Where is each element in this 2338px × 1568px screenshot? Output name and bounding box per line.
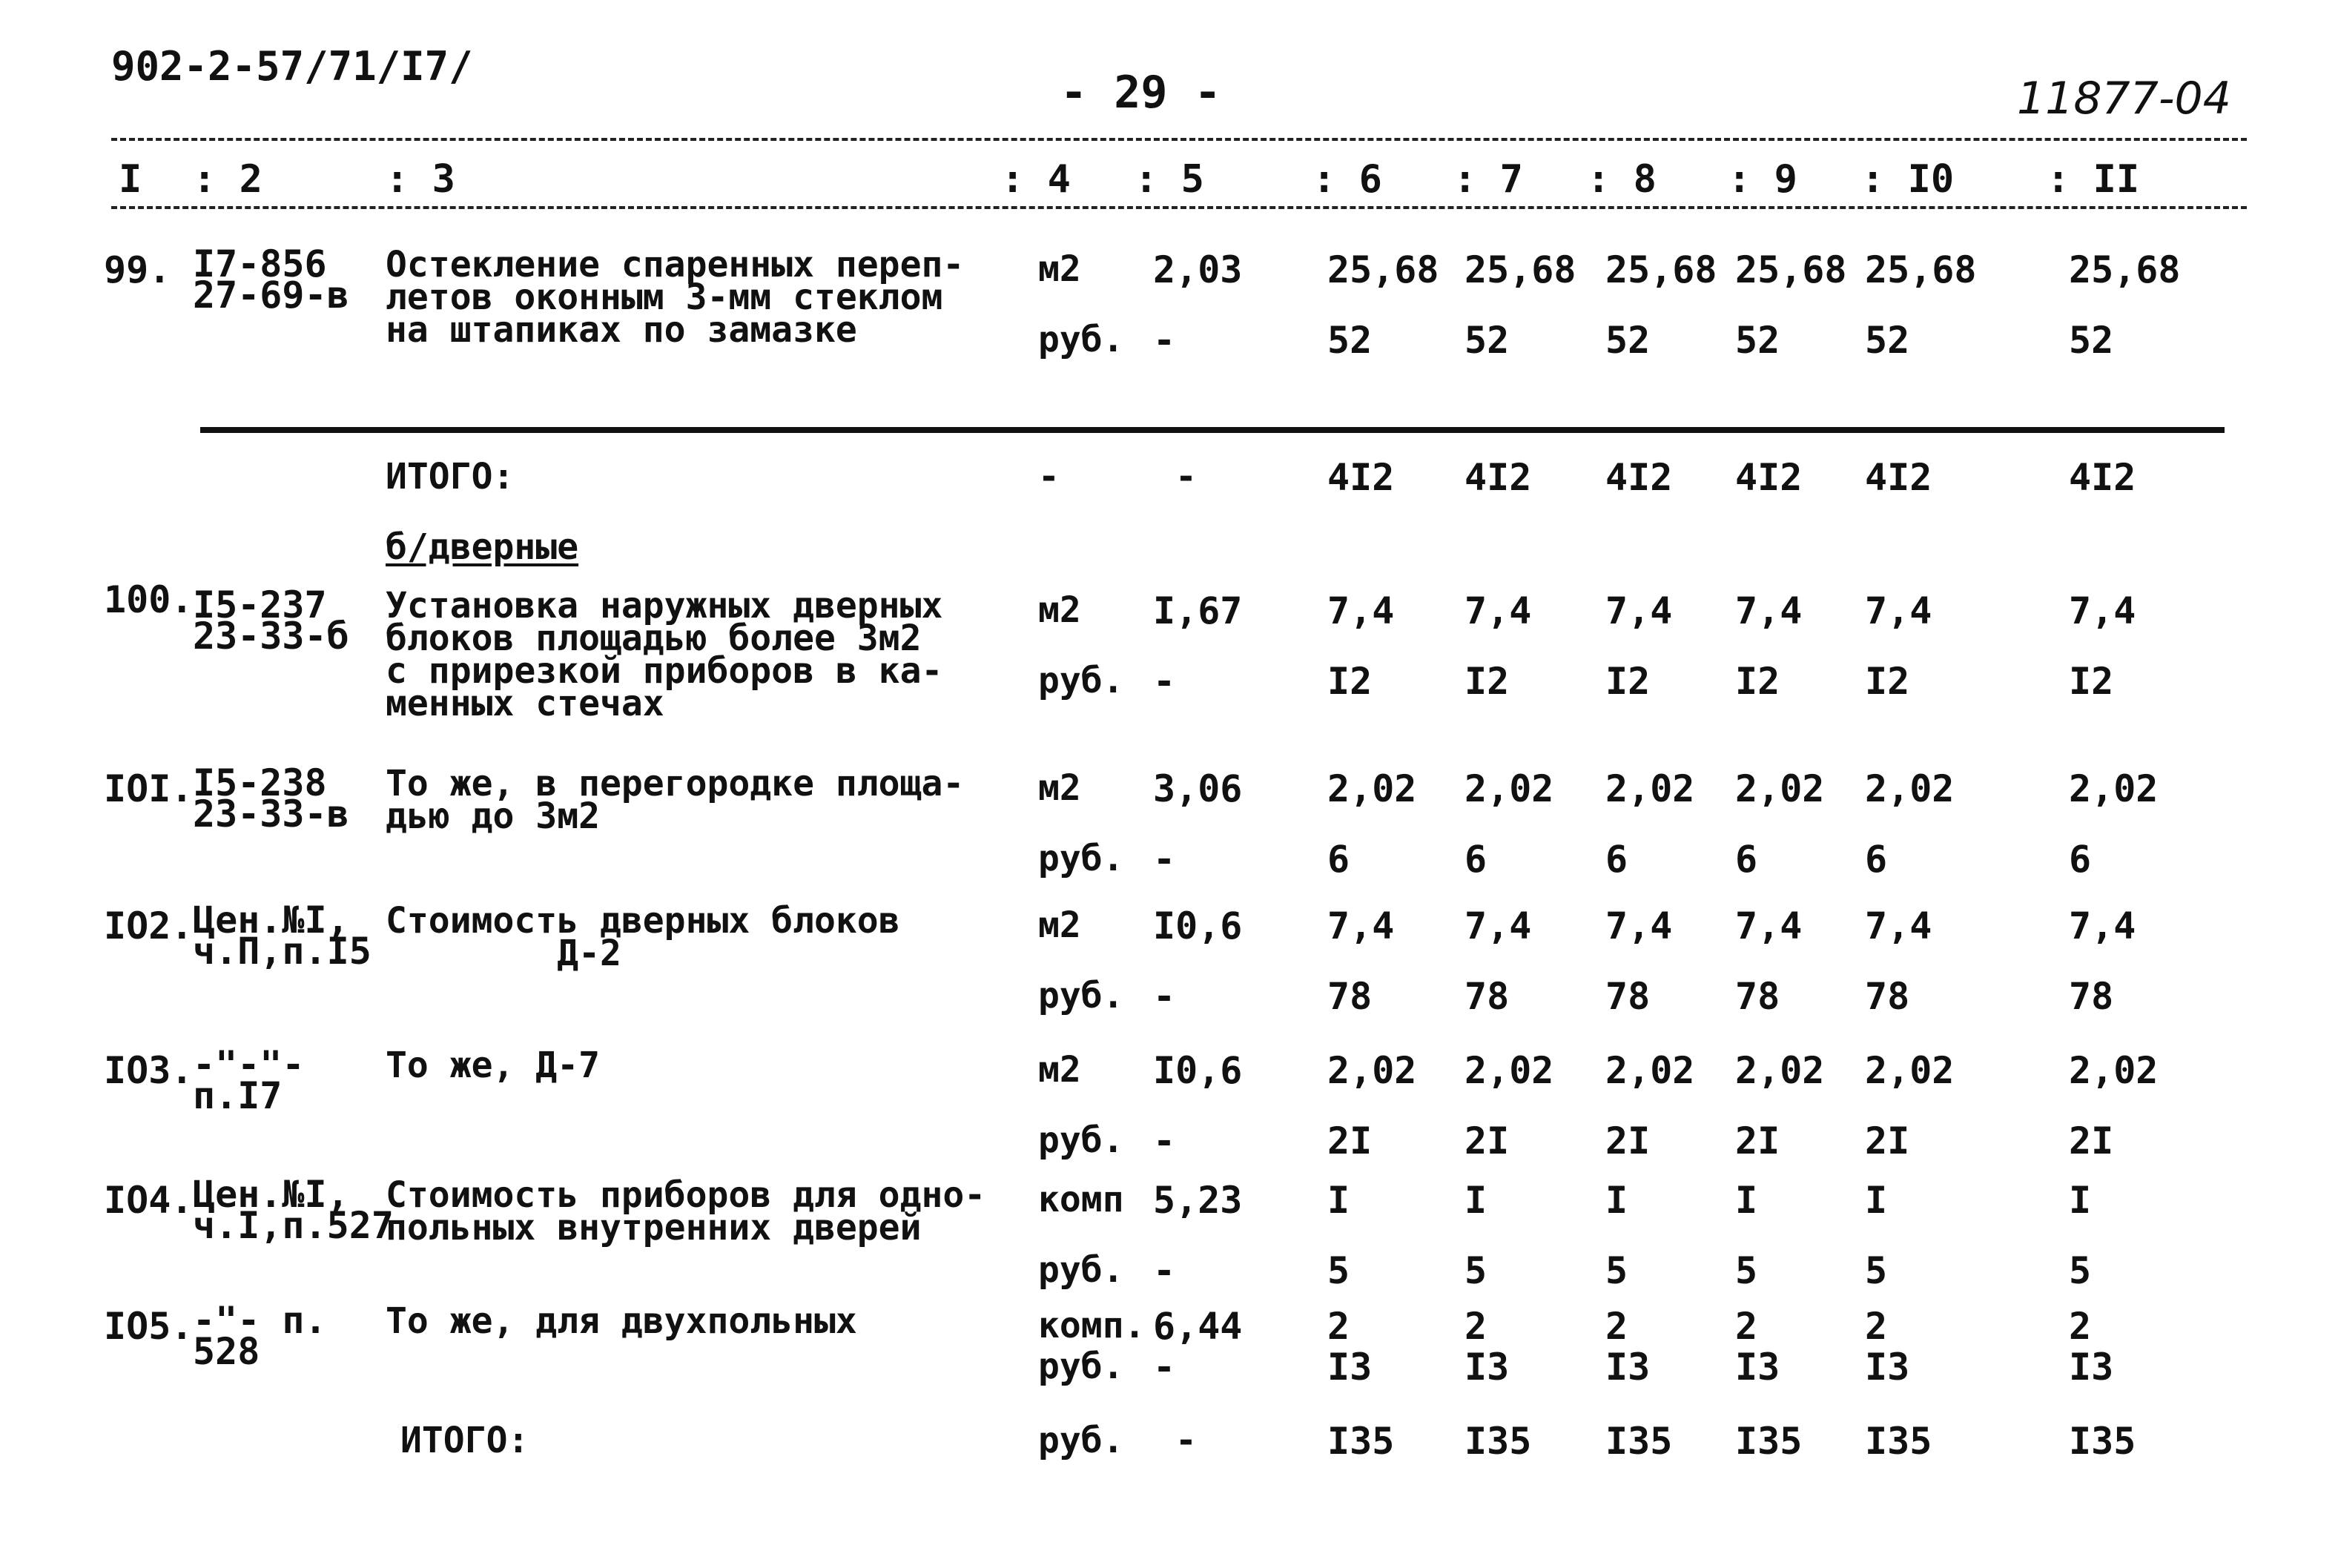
row-code: I5-238 23-33-в bbox=[193, 761, 349, 836]
column-header: : 7 bbox=[1453, 157, 1523, 202]
row-value: 2I bbox=[1735, 1119, 1780, 1162]
row-value: I3 bbox=[1605, 1346, 1651, 1389]
row-value: 2 bbox=[1327, 1305, 1350, 1348]
row-number: 99. bbox=[104, 248, 171, 291]
row-value: 25,68 bbox=[1327, 248, 1439, 291]
row-col5: 6,44 bbox=[1153, 1305, 1243, 1348]
row-value: 2,02 bbox=[1464, 767, 1554, 810]
row-value: 2I bbox=[1464, 1119, 1510, 1162]
document-number: 11877-04 bbox=[2017, 73, 2231, 125]
row-value: I bbox=[1735, 1179, 1758, 1222]
row-unit: руб. bbox=[1038, 660, 1124, 701]
row-value: I2 bbox=[1865, 660, 1910, 703]
row-value: 2I bbox=[1605, 1119, 1651, 1162]
row-col5: 2,03 bbox=[1153, 248, 1243, 291]
row-value: I2 bbox=[1327, 660, 1373, 703]
row-value: 52 bbox=[1464, 319, 1510, 362]
row-value: 6 bbox=[1327, 838, 1350, 881]
row-value: 6 bbox=[1735, 838, 1758, 881]
row-description: То же, в перегородке площа- дью до 3м2 bbox=[386, 763, 965, 837]
row-col5: - bbox=[1153, 1346, 1176, 1389]
row-code: Цен.№I, ч.П,п.I5 bbox=[193, 899, 371, 973]
row-value: I2 bbox=[1605, 660, 1651, 703]
total-label: ИТОГО: bbox=[386, 456, 515, 497]
row-value: 5 bbox=[1605, 1249, 1628, 1292]
row-col5: - bbox=[1153, 838, 1176, 881]
column-header: : 4 bbox=[1001, 157, 1071, 202]
total-value: 4I2 bbox=[1865, 456, 1932, 499]
row-description: Стоимость приборов для одно- польных внутренних дверей bbox=[386, 1174, 986, 1248]
row-value: 7,4 bbox=[1464, 589, 1532, 632]
row-value: 52 bbox=[1327, 319, 1373, 362]
row-number: IOI. bbox=[104, 767, 194, 810]
row-value: 6 bbox=[1605, 838, 1628, 881]
total-unit: - bbox=[1038, 456, 1060, 497]
row-value: 2 bbox=[1735, 1305, 1758, 1348]
row-value: 78 bbox=[1865, 975, 1910, 1018]
section-heading: б/дверные bbox=[386, 526, 579, 568]
row-value: 7,4 bbox=[2069, 589, 2136, 632]
row-unit: руб. bbox=[1038, 838, 1124, 879]
row-value: 25,68 bbox=[1464, 248, 1576, 291]
row-value: 2,02 bbox=[1605, 1049, 1695, 1092]
column-header: : II bbox=[2047, 157, 2140, 202]
row-code: Цен.№I, ч.I,п.527 bbox=[193, 1173, 394, 1247]
row-value: 2 bbox=[1464, 1305, 1487, 1348]
total-value: I35 bbox=[1464, 1420, 1532, 1463]
row-value: 5 bbox=[1865, 1249, 1888, 1292]
row-description: Остекление спаренных переп- летов оконным 3-мм стеклом на штапиках по замазке bbox=[386, 244, 965, 351]
row-col5: I0,6 bbox=[1153, 1049, 1243, 1092]
row-col5: - bbox=[1153, 660, 1176, 703]
row-number: IO5. bbox=[104, 1305, 194, 1348]
row-value: 2,02 bbox=[1865, 1049, 1955, 1092]
row-value: 7,4 bbox=[1865, 589, 1932, 632]
row-value: 6 bbox=[1865, 838, 1888, 881]
row-col5: - bbox=[1153, 319, 1176, 362]
row-value: I2 bbox=[2069, 660, 2114, 703]
row-value: 78 bbox=[1327, 975, 1373, 1018]
row-col5: - bbox=[1153, 1249, 1176, 1292]
column-header: : 3 bbox=[386, 157, 455, 202]
row-value: 2 bbox=[1865, 1305, 1888, 1348]
row-value: I2 bbox=[1735, 660, 1780, 703]
row-value: I bbox=[1464, 1179, 1487, 1222]
row-number: 100. bbox=[104, 578, 194, 621]
row-value: 2,02 bbox=[1327, 767, 1417, 810]
row-value: 78 bbox=[1735, 975, 1780, 1018]
row-description: То же, для двухпольных bbox=[386, 1300, 857, 1342]
header-top-rule bbox=[111, 138, 2247, 141]
total-label: ИТОГО: bbox=[400, 1420, 529, 1461]
row-value: I bbox=[1605, 1179, 1628, 1222]
row-unit: м2 bbox=[1038, 589, 1081, 631]
row-value: I3 bbox=[2069, 1346, 2114, 1389]
row-value: 5 bbox=[1735, 1249, 1758, 1292]
row-value: 2I bbox=[2069, 1119, 2114, 1162]
row-number: IO4. bbox=[104, 1179, 194, 1222]
row-unit: руб. bbox=[1038, 1249, 1124, 1291]
row-value: I2 bbox=[1464, 660, 1510, 703]
row-code: I5-237 23-33-б bbox=[193, 583, 349, 658]
row-value: I3 bbox=[1865, 1346, 1910, 1389]
row-value: 7,4 bbox=[2069, 904, 2136, 947]
row-value: 2I bbox=[1865, 1119, 1910, 1162]
row-value: 2,02 bbox=[1605, 767, 1695, 810]
row-value: 7,4 bbox=[1735, 904, 1803, 947]
row-unit: комп. bbox=[1038, 1305, 1146, 1346]
row-value: 2,02 bbox=[1327, 1049, 1417, 1092]
document-code: 902-2-57/71/I7/ bbox=[111, 43, 473, 90]
row-value: 7,4 bbox=[1327, 589, 1395, 632]
row-value: I bbox=[2069, 1179, 2092, 1222]
row-value: 7,4 bbox=[1735, 589, 1803, 632]
row-value: I bbox=[1327, 1179, 1350, 1222]
row-value: 52 bbox=[1865, 319, 1910, 362]
row-unit: м2 bbox=[1038, 767, 1081, 809]
row-unit: м2 bbox=[1038, 248, 1081, 290]
header-bottom-rule bbox=[111, 206, 2247, 209]
row-value: 2 bbox=[1605, 1305, 1628, 1348]
column-header: : I0 bbox=[1861, 157, 1955, 202]
total-value: I35 bbox=[1327, 1420, 1395, 1463]
total-value: I35 bbox=[1735, 1420, 1803, 1463]
total-unit: руб. bbox=[1038, 1420, 1124, 1461]
row-value: 78 bbox=[2069, 975, 2114, 1018]
row-value: 2I bbox=[1327, 1119, 1373, 1162]
row-col5: 5,23 bbox=[1153, 1179, 1243, 1222]
row-description: Стоимость дверных блоков Д-2 bbox=[386, 900, 900, 974]
row-value: 2,02 bbox=[2069, 767, 2159, 810]
row-code: -"- п. 528 bbox=[193, 1299, 327, 1373]
column-header: I bbox=[119, 157, 142, 202]
row-col5: I,67 bbox=[1153, 589, 1243, 632]
total-value: 4I2 bbox=[1735, 456, 1803, 499]
row-value: 25,68 bbox=[2069, 248, 2181, 291]
total-value: 4I2 bbox=[1327, 456, 1395, 499]
row-value: I3 bbox=[1464, 1346, 1510, 1389]
row-unit: м2 bbox=[1038, 904, 1081, 946]
total-value: 4I2 bbox=[1605, 456, 1673, 499]
row-description: Установка наружных дверных блоков площадью более 3м2 с прирезкой приборов в ка- менных стечах bbox=[386, 585, 943, 724]
row-value: I bbox=[1865, 1179, 1888, 1222]
row-unit: руб. bbox=[1038, 1119, 1124, 1161]
column-header: : 2 bbox=[193, 157, 262, 202]
row-value: 5 bbox=[2069, 1249, 2092, 1292]
row-value: 2,02 bbox=[1464, 1049, 1554, 1092]
total-value: I35 bbox=[1865, 1420, 1932, 1463]
row-value: I3 bbox=[1327, 1346, 1373, 1389]
row-value: 5 bbox=[1464, 1249, 1487, 1292]
row-value: 5 bbox=[1327, 1249, 1350, 1292]
row-value: 7,4 bbox=[1327, 904, 1395, 947]
row-unit: руб. bbox=[1038, 975, 1124, 1016]
row-value: I3 bbox=[1735, 1346, 1780, 1389]
column-header: : 9 bbox=[1728, 157, 1797, 202]
total-value: I35 bbox=[1605, 1420, 1673, 1463]
row-number: IO3. bbox=[104, 1049, 194, 1092]
row-value: 6 bbox=[2069, 838, 2092, 881]
row-value: 7,4 bbox=[1865, 904, 1932, 947]
total-col5: - bbox=[1175, 1420, 1197, 1461]
total-value: 4I2 bbox=[2069, 456, 2136, 499]
row-value: 2,02 bbox=[1735, 1049, 1825, 1092]
row-value: 52 bbox=[1735, 319, 1780, 362]
subtotal-rule bbox=[200, 427, 2225, 433]
row-unit: м2 bbox=[1038, 1049, 1081, 1091]
row-value: 25,68 bbox=[1605, 248, 1717, 291]
row-value: 7,4 bbox=[1605, 904, 1673, 947]
row-col5: 3,06 bbox=[1153, 767, 1243, 810]
row-unit: комп bbox=[1038, 1179, 1124, 1220]
row-value: 25,68 bbox=[1735, 248, 1847, 291]
row-description: То же, Д-7 bbox=[386, 1045, 600, 1086]
row-unit: руб. bbox=[1038, 1346, 1124, 1387]
row-value: 2,02 bbox=[2069, 1049, 2159, 1092]
row-value: 7,4 bbox=[1464, 904, 1532, 947]
column-header: : 5 bbox=[1135, 157, 1204, 202]
row-value: 6 bbox=[1464, 838, 1487, 881]
row-value: 7,4 bbox=[1605, 589, 1673, 632]
row-code: -"-"- п.I7 bbox=[193, 1043, 305, 1117]
row-value: 2,02 bbox=[1865, 767, 1955, 810]
page-number: - 29 - bbox=[1060, 67, 1221, 119]
total-value: 4I2 bbox=[1464, 456, 1532, 499]
row-value: 78 bbox=[1605, 975, 1651, 1018]
row-col5: I0,6 bbox=[1153, 904, 1243, 947]
row-value: 52 bbox=[2069, 319, 2114, 362]
row-col5: - bbox=[1153, 1119, 1176, 1162]
row-number: IO2. bbox=[104, 904, 194, 947]
row-value: 2,02 bbox=[1735, 767, 1825, 810]
total-value: I35 bbox=[2069, 1420, 2136, 1463]
column-header: : 6 bbox=[1312, 157, 1382, 202]
total-col5: - bbox=[1175, 456, 1197, 497]
row-code: I7-856 27-69-в bbox=[193, 242, 349, 317]
row-unit: руб. bbox=[1038, 319, 1124, 360]
row-value: 78 bbox=[1464, 975, 1510, 1018]
column-header: : 8 bbox=[1587, 157, 1657, 202]
row-col5: - bbox=[1153, 975, 1176, 1018]
row-value: 52 bbox=[1605, 319, 1651, 362]
row-value: 2 bbox=[2069, 1305, 2092, 1348]
row-value: 25,68 bbox=[1865, 248, 1977, 291]
